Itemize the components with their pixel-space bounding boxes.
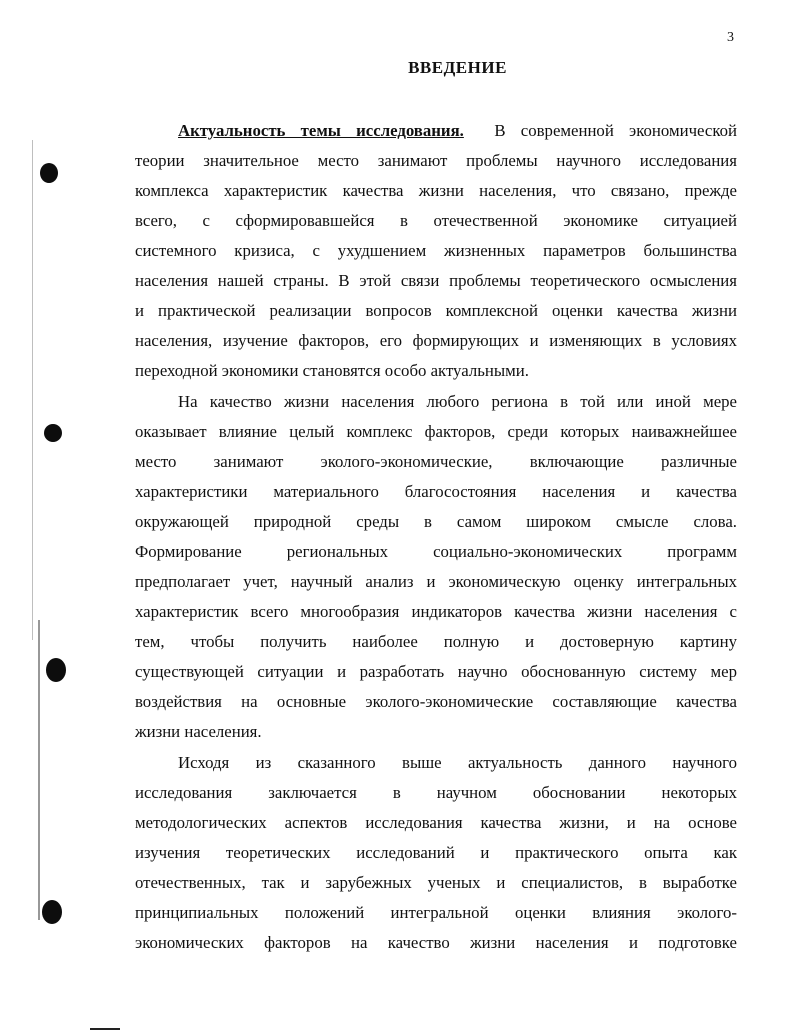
paragraph-2-line: жизни населения.: [135, 722, 262, 741]
line-text: В современной экономической: [494, 121, 738, 140]
page-number: 3: [727, 30, 734, 45]
paragraph-3-line: исследования заключается в научном обосновании некоторых: [135, 783, 737, 802]
lead-heading: Актуальность темы исследования.: [178, 121, 464, 140]
paragraph-3-line: изучения теоретических исследований и практического опыта как: [135, 843, 737, 862]
paragraph-3-line: принципиальных положений интегральной оценки влияния эколого-: [135, 903, 737, 922]
binder-hole-mark: [40, 163, 58, 183]
paragraph-2-line: окружающей природной среды в самом широком смысле слова.: [135, 512, 737, 531]
paragraph-2-line: На качество жизни населения любого региона в той или иной мере: [178, 392, 737, 411]
scan-spine-line: [32, 140, 33, 640]
binder-hole-mark: [46, 658, 66, 682]
page-title: ВВЕДЕНИЕ: [408, 58, 507, 77]
paragraph-1-line: комплекса характеристик качества жизни населения, что связано, прежде: [135, 181, 737, 200]
paragraph-2-line: предполагает учет, научный анализ и экономическую оценку интегральных: [135, 572, 737, 591]
scan-spine-line: [38, 620, 40, 920]
paragraph-3-line: экономических факторов на качество жизни населения и подготовке: [135, 933, 737, 952]
paragraph-1-line: населения, изучение факторов, его формирующих и изменяющих в условиях: [135, 331, 737, 350]
paragraph-2-line: воздействия на основные эколого-экономические составляющие качества: [135, 692, 737, 711]
paragraph-1-line: системного кризиса, с ухудшением жизненных параметров большинства: [135, 241, 737, 260]
binder-hole-mark: [44, 424, 62, 442]
paragraph-2-line: характеристики материального благосостояния населения и качества: [135, 482, 737, 501]
paragraph-2-line: существующей ситуации и разработать научно обоснованную систему мер: [135, 662, 737, 681]
paragraph-2-line: характеристик всего многообразия индикаторов качества жизни населения с: [135, 602, 737, 621]
paragraph-2-line: место занимают эколого-экономические, включающие различные: [135, 452, 737, 471]
paragraph-2-line: оказывает влияние целый комплекс факторов, среди которых наиважнейшее: [135, 422, 737, 441]
paragraph-1-line: и практической реализации вопросов комплексной оценки качества жизни: [135, 301, 737, 320]
paragraph-3-line: Исходя из сказанного выше актуальность данного научного: [178, 753, 737, 772]
paragraph-1-line: теории значительное место занимают проблемы научного исследования: [135, 151, 737, 170]
paragraph-3-line: методологических аспектов исследования качества жизни, и на основе: [135, 813, 737, 832]
paragraph-1-line-1: [178, 121, 737, 141]
scan-edge-mark: [90, 1028, 120, 1030]
paragraph-1-line: населения нашей страны. В этой связи проблемы теоретического осмысления: [135, 271, 737, 290]
binder-hole-mark: [42, 900, 62, 924]
paragraph-2-line: Формирование региональных социально-экономических программ: [135, 542, 737, 561]
paragraph-3-line: отечественных, так и зарубежных ученых и специалистов, в выработке: [135, 873, 737, 892]
paragraph-1-line: переходной экономики становятся особо актуальными.: [135, 361, 529, 380]
paragraph-2-line: тем, чтобы получить наиболее полную и достоверную картину: [135, 632, 737, 651]
paragraph-1-line: всего, с сформировавшейся в отечественной экономике ситуацией: [135, 211, 737, 230]
